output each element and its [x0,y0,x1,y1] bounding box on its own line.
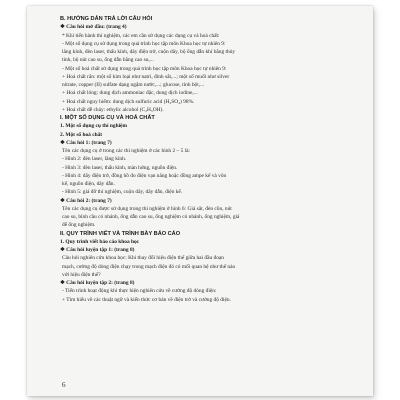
page-number: 6 [62,381,66,389]
question-heading: ❖ Câu hỏi mở đầu: (trang 4) [60,24,127,31]
body-text-line: + Hoá chất nguy hiểm: dung dịch sulfuric acid (H₂SO₄) 98%. [62,98,195,105]
body-text-line: Câu hỏi nghiên cứu khoa học: Khi thay đổi hiệu điện thế giữa hai đầu đoạn [62,255,224,262]
body-text-line: nitrate, copper (II) sulfate dạng ngậm nước,...; glucose, tinh bột,... [62,82,205,88]
body-text-line: Tên các dụng cụ được sử dụng trong thí nghiệm ở hình 6: Giá sắt, đèn cồn, nút [62,205,232,212]
body-text-line: kế, nguồn điện, dây dẫn. [62,181,115,187]
body-text-line: - Hình 2: đèn laser, lăng kính. [62,156,127,163]
question-heading: ❖ Câu hỏi luyện tập 1: (trang 8) [60,247,135,253]
section-heading: B. HƯỚNG DẪN TRẢ LỜI CÂU HỎI [60,16,153,22]
body-text-line: + Hoá chất lỏng: dung dịch ammoniac đặc, dung dịch iodine,... [62,90,198,97]
section-heading: II. QUY TRÌNH VIẾT VÀ TRÌNH BÀY BÁO CÁO [60,230,181,237]
body-text-line: - Tiến trình hoạt động khi thực hiện nghiên cứu về cường độ dòng điện: [62,288,217,295]
page-content [60,15,350,304]
question-heading: ❖ Câu hỏi 1: (trang 7) [60,139,112,146]
body-text-line: để ống nghiệm. [62,222,96,229]
body-text-line: - Hình 3: đèn laser, thấu kính, màn hứng, nguồn điện. [62,164,178,171]
question-heading: ❖ Câu hỏi luyện tập 2: (trang 8) [60,280,135,286]
body-text-line: + Hoá chất rắn: một số kim loại như natri, đinh sắt,...; một số muối như silver [62,73,230,80]
body-text-line: tinh, bộ nút cao su, ống dẫn bằng cao su,... [62,57,154,64]
body-text-line: - Một số dụng cụ sử dụng trong quá trình học tập môn Khoa học tự nhiên 9: [62,40,226,47]
subsection-heading: 1. Một số dụng cụ thí nghiệm [60,123,127,130]
subsection-heading: 1. Quy trình viết báo cáo khoa học [60,238,140,245]
book-page [27,6,373,396]
subsection-heading: 2. Một số hoá chất [60,131,103,138]
body-text-line: - Hình 5: giá đỡ thí nghiệm, cuộn dây, dây dẫn, điện kế. [62,189,183,196]
question-heading: ❖ Câu hỏi 2: (trang 7) [60,197,112,204]
body-text-line: cao su, bình cầu có nhánh, ống dẫn cao su, ống nghiệm có nhánh, ống nghiệm, giá [62,214,240,220]
body-text-line: mạch, cường độ dòng điện chạy trong mạch điện đó có mối quan hệ như thế nào [62,263,236,270]
body-text-line: - Một số hoá chất sử dụng trong quá trình học tập môn Khoa học tự nhiên 9: [62,65,227,72]
body-text-line: lăng kính, đèn laser, thấu kính, dây điện trở, cuộn dây, bộ ống dẫn khí bằng thủy [62,49,236,55]
body-text-line: Tên các dụng cụ ở trong các thí nghiệm ở các hình 2 – 5 là: [62,148,190,154]
body-text-line: + Tìm hiểu về các thuật ngữ và kiến thức cơ bản về điện trở và cường độ điện. [62,296,231,303]
body-text-line: * Khi tiến hành thí nghiệm, các em cần sử dụng các dụng cụ và hoá chất: [62,32,220,39]
body-text-line: - Hình 4: dây điện trở, đồng hồ đo điện vạn năng hoặc đồng ampe kế và vôn [62,172,227,179]
body-text-line: + Hoá chất dễ cháy: ethylic alcohol (C₂H₅OH). [62,106,164,113]
section-heading: I. MỘT SỐ DỤNG CỤ VÀ HOÁ CHẤT [60,115,155,121]
body-text-line: với hiệu điện thế? [62,271,101,278]
